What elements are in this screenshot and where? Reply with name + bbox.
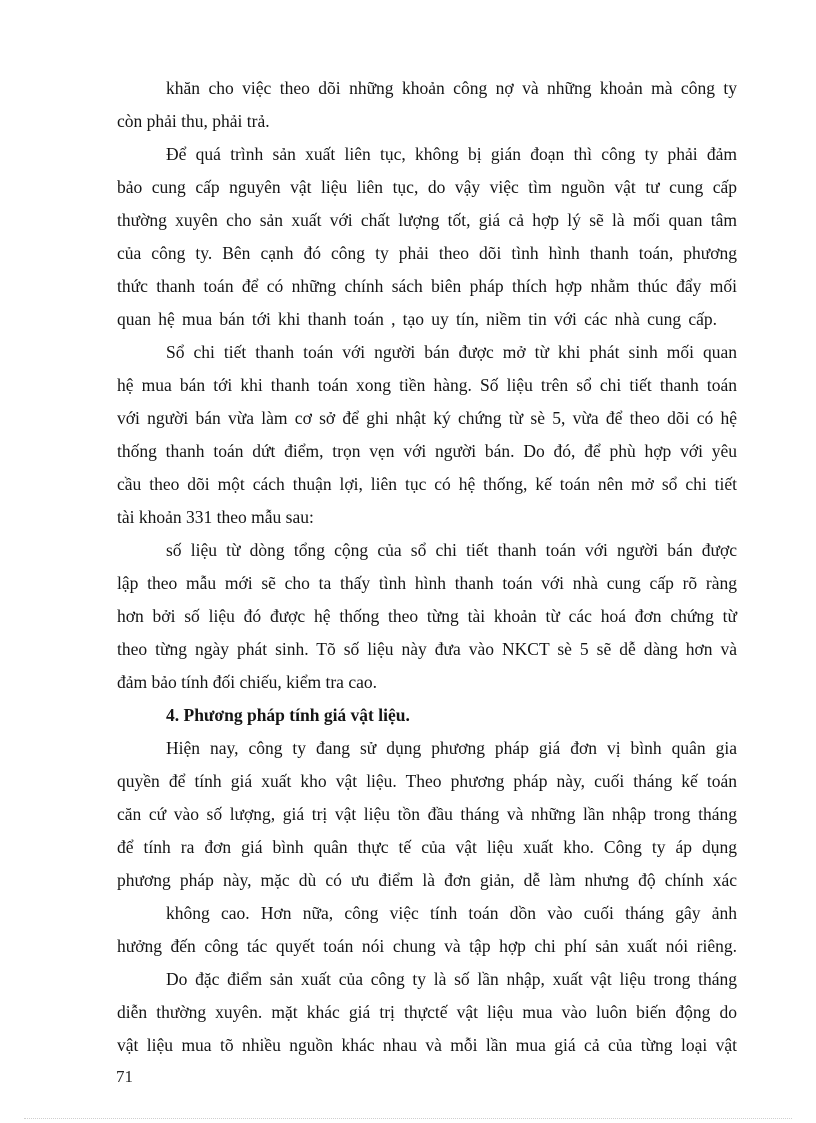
text-line: của công ty. Bên cạnh đó công ty phải theo dõi tình hình thanh toán, phương <box>117 243 737 263</box>
text-line: hệ mua bán tới khi thanh toán xong tiền hàng. Số liệu trên sổ chi tiết thanh toán <box>117 375 737 395</box>
text-line: quan hệ mua bán tới khi thanh toán , tạo uy tín, niềm tin với các nhà cung cấp. <box>117 309 717 329</box>
text-line: với người bán vừa làm cơ sở để ghi nhật ký chứng từ sè 5, vừa để theo dõi có hệ <box>117 408 737 428</box>
text-line: quyền để tính giá xuất kho vật liệu. Theo phương pháp này, cuối tháng kế toán <box>117 771 737 791</box>
text-line: vật liệu mua tõ nhiều nguồn khác nhau và mỗi lần mua giá cả của từng loại vật <box>117 1035 737 1055</box>
text-line: phương pháp này, mặc dù có ưu điểm là đơn giản, dễ làm nhưng độ chính xác <box>117 870 737 890</box>
text-line: Sổ chi tiết thanh toán với người bán được mở từ khi phát sinh mối quan <box>166 342 737 362</box>
text-line: hưởng đến công tác quyết toán nói chung và tập hợp chi phí sản xuất nói riêng. <box>117 936 737 956</box>
section-heading: 4. Phương pháp tính giá vật liệu. <box>166 705 410 725</box>
text-line: theo từng ngày phát sinh. Tõ số liệu này đưa vào NKCT sè 5 sẽ dễ dàng hơn và <box>117 639 737 659</box>
page-number: 71 <box>116 1067 133 1086</box>
text-line: còn phải thu, phải trả. <box>117 111 270 131</box>
text-line: khăn cho việc theo dõi những khoản công nợ và những khoản mà công ty <box>166 78 737 98</box>
text-line: để tính ra đơn giá bình quân thực tế của vật liệu xuất kho. Công ty áp dụng <box>117 837 737 857</box>
text-line: lập theo mẫu mới sẽ cho ta thấy tình hình thanh toán với nhà cung cấp rõ ràng <box>117 573 737 593</box>
text-line: bảo cung cấp nguyên vật liệu liên tục, do vậy việc tìm nguồn vật tư cung cấp <box>117 177 737 197</box>
text-line: số liệu từ dòng tổng cộng của sổ chi tiết thanh toán với người bán được <box>166 540 737 560</box>
text-line: căn cứ vào số lượng, giá trị vật liệu tồn đầu tháng và những lần nhập trong tháng <box>117 804 737 824</box>
text-line: thống thanh toán dứt điểm, trọn vẹn với người bán. Do đó, để phù hợp với yêu <box>117 441 737 461</box>
text-line: thường xuyên cho sản xuất với chất lượng tốt, giá cả hợp lý sẽ là mối quan tâm <box>117 210 737 230</box>
text-line: cầu theo dõi một cách thuận lợi, liên tục có hệ thống, kế toán nên mở sổ chi tiết <box>117 474 737 494</box>
text-line: không cao. Hơn nữa, công việc tính toán dồn vào cuối tháng gây ảnh <box>166 903 737 923</box>
text-line: hơn bởi số liệu đó được hệ thống theo từng tài khoản từ các hoá đơn chứng từ <box>117 606 737 626</box>
text-line: Hiện nay, công ty đang sử dụng phương pháp giá đơn vị bình quân gia <box>166 738 737 758</box>
text-line: diễn thường xuyên. mặt khác giá trị thựctế vật liệu mua vào luôn biến động do <box>117 1002 737 1022</box>
text-line: Do đặc điểm sản xuất của công ty là số lần nhập, xuất vật liệu trong tháng <box>166 969 737 989</box>
text-line: Để quá trình sản xuất liên tục, không bị gián đoạn thì công ty phải đảm <box>166 144 737 164</box>
text-line: tài khoản 331 theo mẫu sau: <box>117 507 314 527</box>
text-line: thức thanh toán để có những chính sách biên pháp thích hợp nhằm thúc đẩy mối <box>117 276 737 296</box>
page-divider <box>24 1118 792 1119</box>
text-line: đảm bảo tính đối chiếu, kiểm tra cao. <box>117 672 377 692</box>
